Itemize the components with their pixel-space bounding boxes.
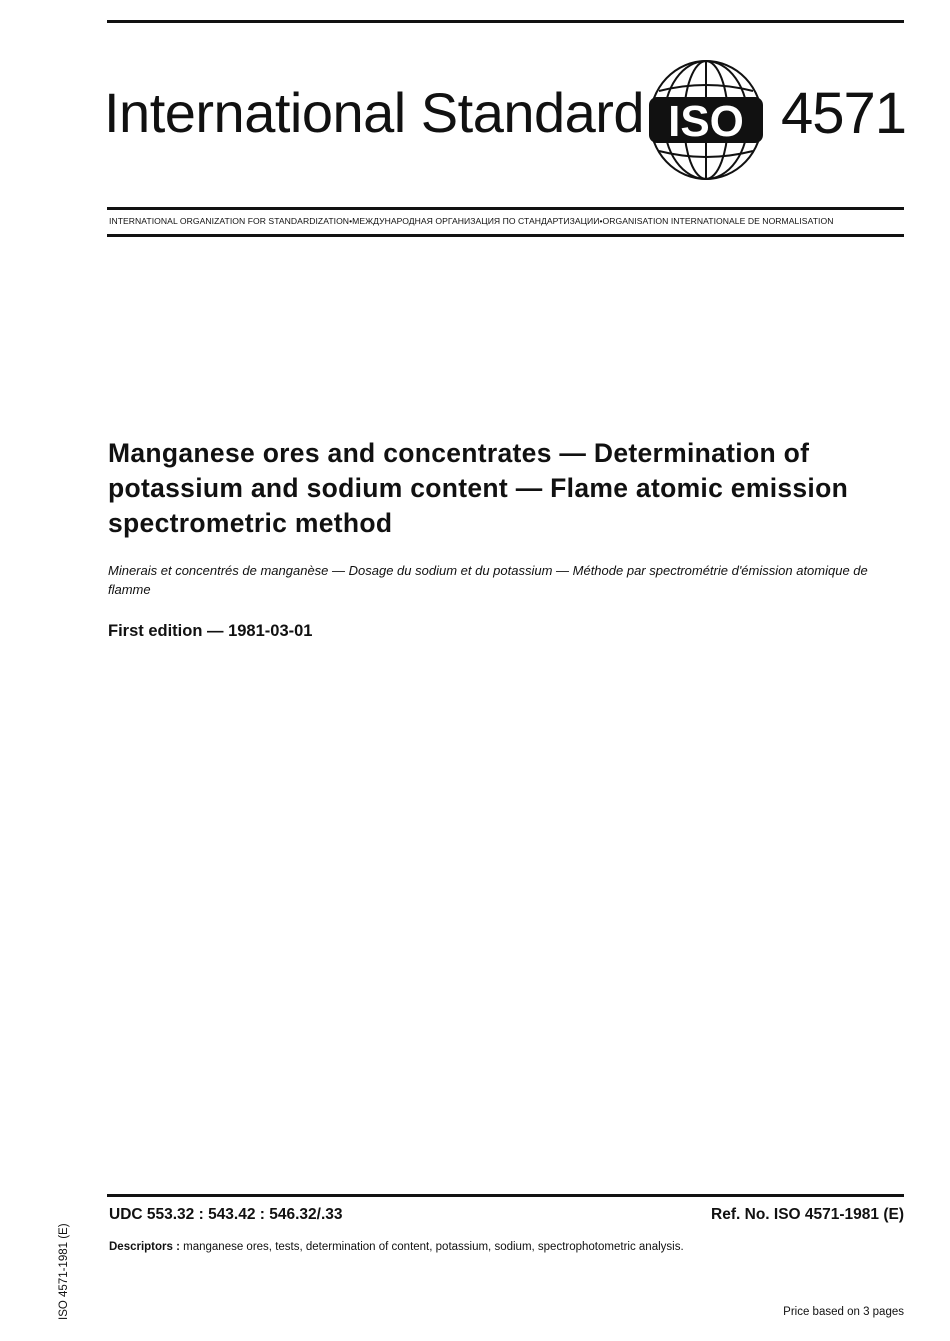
org-rule-bottom [107,234,904,237]
organization-line: INTERNATIONAL ORGANIZATION FOR STANDARDIZATION•МЕЖДУНАРОДНАЯ ОРГАНИЗАЦИЯ ПО СТАНДАРТИЗАЦИИ•ORGANISATION INTERNATIONALE DE NORMALISATION [109,216,834,226]
price-note: Price based on 3 pages [783,1306,904,1318]
descriptors-text: manganese ores, tests, determination of content, potassium, sodium, spectrophotometric analysis. [183,1241,684,1253]
org-rule-top [107,207,904,210]
standard-title: International Standard [104,81,645,144]
document-title: Manganese ores and concentrates — Determination of potassium and sodium content — Flame atomic emission spectrometric method [108,438,849,538]
iso-logo [645,57,767,183]
document-subtitle-french: Minerais et concentrés de manganèse — Dosage du sodium et du potassium — Méthode par spectrométrie d'émission atomique de flamme [108,563,868,597]
side-reference: ISO 4571-1981 (E) [58,1223,70,1320]
edition-date: First edition — 1981-03-01 [108,622,313,640]
footer-rule [107,1194,904,1197]
reference-number: Ref. No. ISO 4571-1981 (E) [711,1206,904,1223]
udc-classification: UDC 553.32 : 543.42 : 546.32/.33 [109,1206,343,1223]
top-rule [107,20,904,23]
iso-logo-text: ISO [668,97,744,146]
standard-number: 4571 [780,81,906,146]
descriptors-label: Descriptors : [109,1241,180,1253]
descriptors [109,1241,684,1253]
